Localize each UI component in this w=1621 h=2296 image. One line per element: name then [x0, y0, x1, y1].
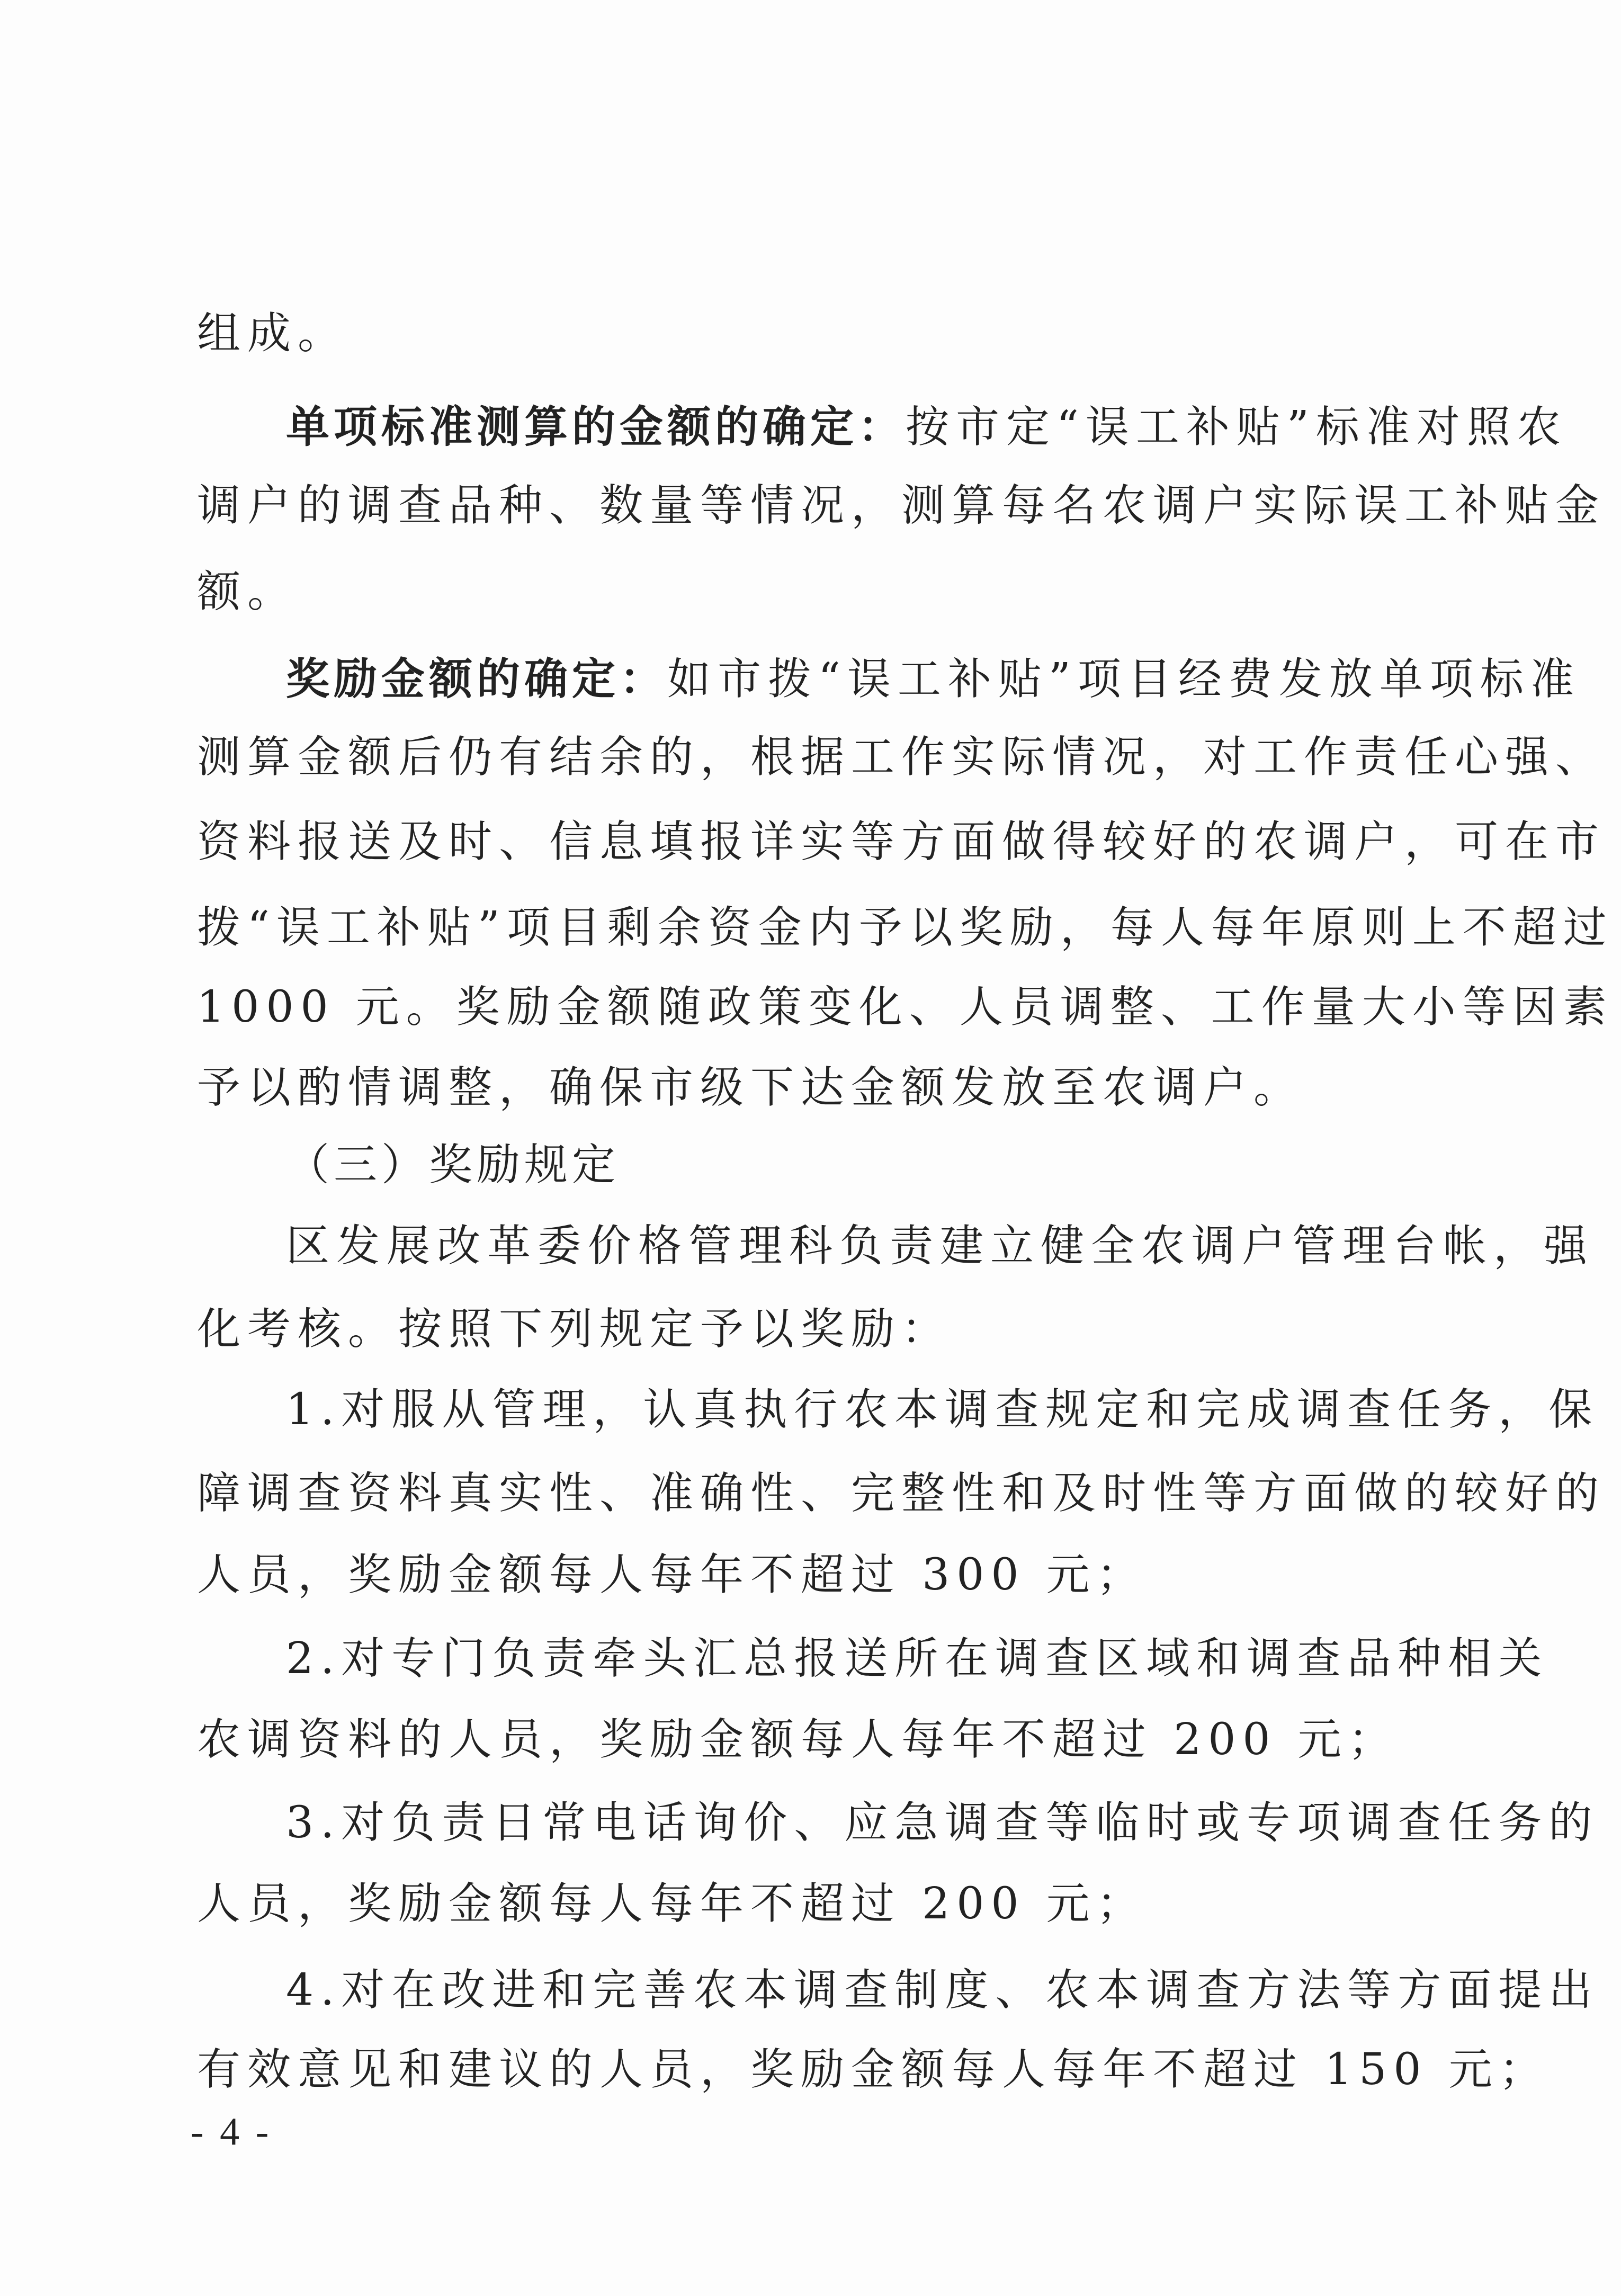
text-line: 2.对专门负责牵头汇总报送所在调查区域和调查品种相关 [286, 1633, 1549, 1684]
text-line: 资料报送及时、信息填报详实等方面做得较好的农调户，可在市 [197, 817, 1606, 867]
text-line: 3.对负责日常电话询价、应急调查等临时或专项调查任务的 [286, 1798, 1599, 1848]
text-line: 测算金额后仍有结余的，根据工作实际情况，对工作责任心强、 [197, 732, 1606, 782]
section-heading: （三）奖励规定 [286, 1140, 620, 1190]
text-line: 有效意见和建议的人员，奖励金额每人每年不超过 150 元； [197, 2044, 1550, 2095]
text-line: 调户的调查品种、数量等情况，测算每名农调户实际误工补贴金 [197, 480, 1606, 531]
bold-lead: 奖励金额的确定： [286, 654, 668, 704]
text-line: 1.对服从管理，认真执行农本调查规定和完成调查任务，保 [286, 1384, 1599, 1435]
text-line: 4.对在改进和完善农本调查制度、农本调查方法等方面提出 [286, 1965, 1599, 2015]
text-line: 农调资料的人员，奖励金额每人每年不超过 200 元； [197, 1714, 1399, 1765]
text-line: 予以酌情调整，确保市级下达金额发放至农调户。 [197, 1062, 1304, 1113]
text-line: 区发展改革委价格管理科负责建立健全农调户管理台帐，强 [286, 1221, 1595, 1271]
bold-lead: 单项标准测算的金额的确定： [286, 402, 906, 452]
page-number: - 4 - [191, 2110, 272, 2154]
text-line: 额。 [197, 567, 298, 617]
text-line: 障调查资料真实性、准确性、完整性和及时性等方面做的较好的 [197, 1468, 1606, 1518]
text-line: 奖励金额的确定：如市拨“误工补贴”项目经费发放单项标准 [286, 654, 1581, 704]
text-line: 单项标准测算的金额的确定：按市定“误工补贴”标准对照农 [286, 402, 1568, 452]
text-line: 拨“误工补贴”项目剩余资金内予以奖励，每人每年原则上不超过 [197, 903, 1614, 953]
text-line: 化考核。按照下列规定予以奖励： [197, 1304, 952, 1354]
text-line: 1000 元。奖励金额随政策变化、人员调整、工作量大小等因素 [197, 982, 1614, 1032]
text-line: 组成。 [197, 308, 348, 359]
text-line: 人员，奖励金额每人每年不超过 200 元； [197, 1879, 1147, 1929]
text-line: 人员，奖励金额每人每年不超过 300 元； [197, 1550, 1147, 1600]
